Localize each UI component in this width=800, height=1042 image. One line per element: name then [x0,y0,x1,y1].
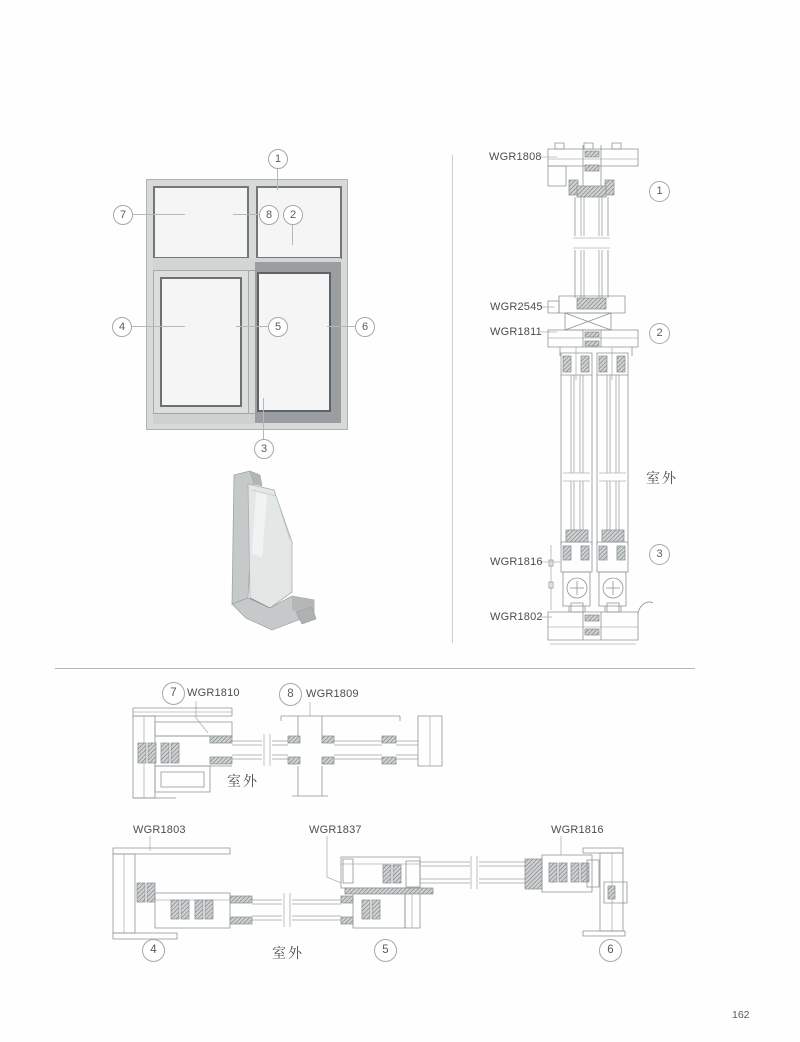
corner-3d-view [215,465,325,640]
callout-num: 4 [150,943,157,956]
leader-line [130,326,185,327]
callout-4 [112,317,132,337]
callout-2 [283,205,303,225]
callout-4-num: 4 [118,320,126,333]
callout-num: 3 [656,548,663,560]
callout-num: 6 [607,943,614,956]
callout-7-num: 7 [119,208,127,221]
leader-line [263,398,264,439]
part-code: WGR1816 [490,556,543,568]
callout-7 [113,205,133,225]
callout-8 [259,205,279,225]
section-callout-3 [649,544,670,565]
callout-6-num: 6 [361,320,369,333]
leader-line [236,326,268,327]
section-callout-6 [599,939,622,962]
vertical-section-diagram [440,138,700,653]
callout-num: 7 [170,686,177,699]
callout-num: 2 [656,327,663,339]
callout-1-num: 1 [274,152,282,165]
part-code: WGR1809 [306,688,359,700]
leader-line [131,214,185,215]
leader-line [292,223,293,245]
part-label-wgr1802 [490,611,543,623]
detail-callout-7 [162,682,185,705]
outdoor-label-vertical [646,468,678,488]
part-label-wgr1803 [133,824,186,836]
outdoor-text: 室外 [646,470,678,486]
section-callout-5 [374,939,397,962]
section-callout-1 [649,181,670,202]
part-label-wgr1816-v [490,556,543,568]
part-code: WGR1808 [489,151,542,163]
page-number [732,1009,750,1021]
part-label-wgr1811 [490,326,542,338]
part-code: WGR1837 [309,824,362,836]
part-label-wgr1810 [187,687,240,699]
callout-6 [355,317,375,337]
part-label-wgr1816-b [551,824,604,836]
page-number-text: 162 [732,1009,750,1021]
part-label-wgr1837 [309,824,362,836]
horizontal-section-bottom-diagram [100,820,640,945]
section-divider-line [55,668,695,669]
callout-5-num: 5 [274,320,282,333]
detail-callout-8 [279,683,302,706]
leader-line [277,167,278,190]
sliding-track-recess [255,262,341,423]
outdoor-text: 室外 [272,945,304,961]
sliding-sash-left [153,270,249,414]
callout-3 [254,439,274,459]
part-label-wgr1809 [306,688,359,700]
part-code: WGR1816 [551,824,604,836]
callout-5 [268,317,288,337]
section-callout-4 [142,939,165,962]
outdoor-label-bottom-section [272,943,304,963]
outdoor-label-top-section [227,771,259,791]
callout-8-num: 8 [265,208,273,221]
callout-num: 1 [656,185,663,197]
callout-2-num: 2 [289,208,297,221]
part-code: WGR1802 [490,611,543,623]
part-code: WGR1811 [490,326,542,338]
callout-3-num: 3 [260,442,268,455]
fixed-pane-top-left [153,186,249,259]
bottom-track [153,413,255,424]
sliding-pane-right [257,272,331,412]
leader-line [327,326,355,327]
elevation-diagram [146,179,348,430]
part-code: WGR2545 [490,301,543,313]
part-label-wgr2545 [490,301,543,313]
section-callout-2 [649,323,670,344]
callout-1 [268,149,288,169]
part-code: WGR1810 [187,687,240,699]
part-code: WGR1803 [133,824,186,836]
callout-num: 8 [287,687,294,700]
leader-line [233,214,259,215]
outdoor-text: 室外 [227,773,259,789]
callout-num: 5 [382,943,389,956]
sliding-pane-left [160,277,242,407]
part-label-wgr1808 [489,151,542,163]
